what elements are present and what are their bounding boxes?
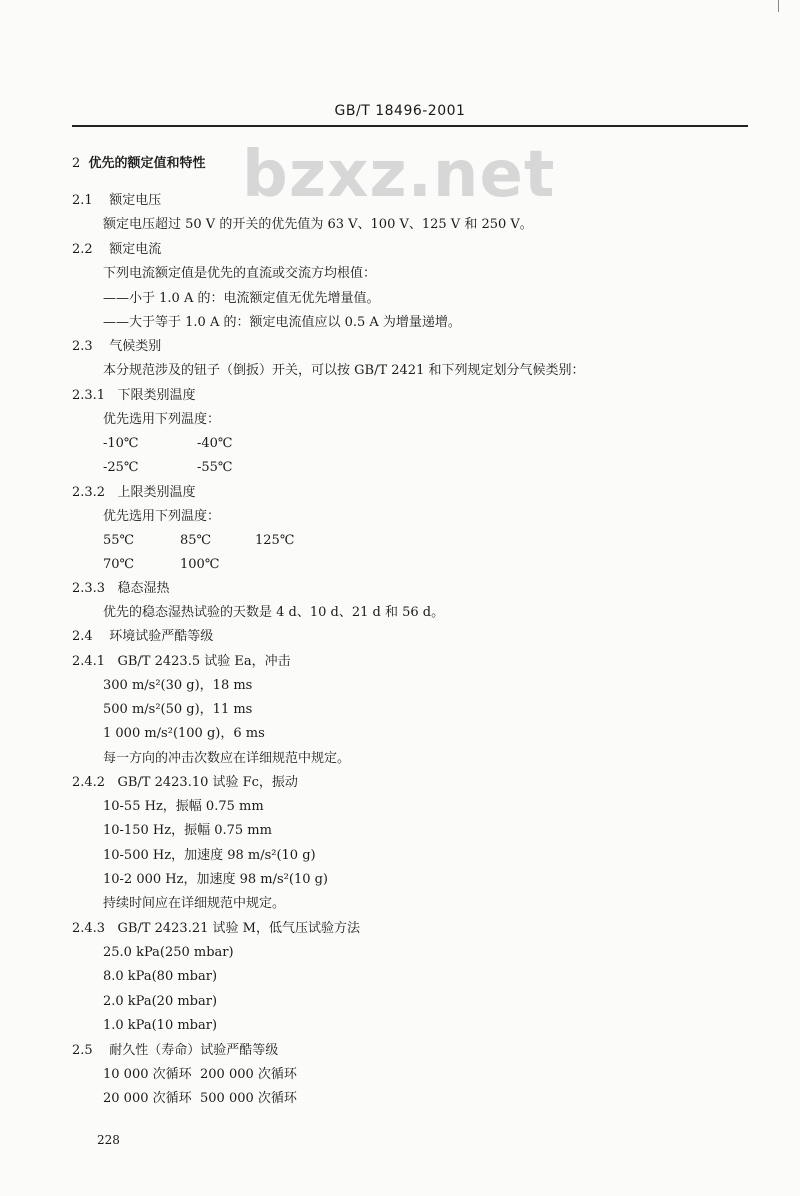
temperature-value: 55℃ bbox=[103, 533, 135, 548]
section-number: 2.3.3 bbox=[72, 581, 106, 596]
page-number: 228 bbox=[97, 1133, 120, 1147]
section-title: GB/T 2423.5 试验 Ea，冲击 bbox=[117, 654, 291, 669]
section-number: 2.2 bbox=[72, 242, 93, 257]
watermark: bzxz.net bbox=[242, 138, 556, 212]
section-number: 2.3.2 bbox=[72, 485, 106, 500]
section-number: 2 bbox=[72, 156, 81, 171]
section-number: 2.3 bbox=[72, 339, 93, 354]
temperature-value: -10℃ bbox=[103, 436, 139, 451]
section-2-4-3-heading bbox=[72, 920, 360, 938]
standard-header: GB/T 18496-2001 bbox=[334, 103, 466, 119]
section-title: 优先的额定值和特性 bbox=[88, 156, 206, 171]
cycle-count: 10 000 次循环 bbox=[103, 1067, 192, 1082]
section-number: 2.1 bbox=[72, 193, 93, 208]
section-number: 2.4.1 bbox=[72, 654, 106, 669]
severity-line: 1.0 kPa(10 mbar) bbox=[103, 1018, 218, 1033]
section-title: 耐久性（寿命）试验严酷等级 bbox=[109, 1043, 279, 1058]
section-title: 上限类别温度 bbox=[117, 485, 196, 500]
paragraph: 下列电流额定值是优先的直流或交流方均根值： bbox=[103, 266, 377, 281]
section-number: 2.4.3 bbox=[72, 921, 106, 936]
severity-line: 300 m/s²(30 g)，18 ms bbox=[103, 678, 253, 693]
section-number: 2.3.1 bbox=[72, 388, 106, 403]
list-item: ——小于 1.0 A 的：电流额定值无优先增量值。 bbox=[103, 291, 380, 306]
list-item: ——大于等于 1.0 A 的：额定电流值应以 0.5 A 为增量递增。 bbox=[103, 315, 461, 330]
section-2-3-3-heading bbox=[72, 580, 170, 598]
section-title: 环境试验严酷等级 bbox=[109, 629, 214, 644]
paragraph: 优先选用下列温度： bbox=[103, 412, 221, 427]
section-title: 下限类别温度 bbox=[117, 388, 196, 403]
section-2-heading bbox=[72, 155, 206, 173]
severity-line: 2.0 kPa(20 mbar) bbox=[103, 994, 218, 1009]
cycle-count: 200 000 次循环 bbox=[200, 1067, 297, 1082]
paragraph: 每一方向的冲击次数应在详细规范中规定。 bbox=[103, 751, 351, 766]
section-title: 气候类别 bbox=[109, 339, 162, 354]
section-number: 2.4 bbox=[72, 629, 93, 644]
paragraph: 本分规范涉及的钮子（倒扳）开关，可以按 GB/T 2421 和下列规定划分气候类别： bbox=[103, 363, 585, 378]
severity-line: 8.0 kPa(80 mbar) bbox=[103, 969, 218, 984]
scan-edge-mark bbox=[778, 0, 779, 12]
severity-line: 10-500 Hz，加速度 98 m/s²(10 g) bbox=[103, 848, 316, 863]
section-2-3-heading bbox=[72, 338, 161, 356]
severity-line: 10-55 Hz，振幅 0.75 mm bbox=[103, 799, 264, 814]
section-number: 2.5 bbox=[72, 1043, 93, 1058]
temperature-value: -40℃ bbox=[197, 436, 233, 451]
paragraph: 额定电压超过 50 V 的开关的优先值为 63 V、100 V、125 V 和 250 V。 bbox=[103, 217, 533, 232]
temperature-value: 70℃ bbox=[103, 557, 135, 572]
section-2-3-2-heading bbox=[72, 484, 196, 502]
paragraph: 优先选用下列温度： bbox=[103, 509, 221, 524]
cycle-count: 500 000 次循环 bbox=[200, 1091, 297, 1106]
temperature-value: 125℃ bbox=[255, 533, 295, 548]
section-2-3-1-heading bbox=[72, 387, 196, 405]
section-2-4-heading bbox=[72, 628, 213, 646]
paragraph: 优先的稳态湿热试验的天数是 4 d、10 d、21 d 和 56 d。 bbox=[103, 605, 445, 620]
section-2-1-heading bbox=[72, 192, 161, 210]
section-title: GB/T 2423.10 试验 Fc，振动 bbox=[117, 775, 298, 790]
temperature-value: -25℃ bbox=[103, 460, 139, 475]
section-2-5-heading bbox=[72, 1042, 278, 1060]
temperature-value: -55℃ bbox=[197, 460, 233, 475]
severity-line: 25.0 kPa(250 mbar) bbox=[103, 945, 234, 960]
severity-line: 10-150 Hz，振幅 0.75 mm bbox=[103, 823, 272, 838]
section-2-4-2-heading bbox=[72, 774, 298, 792]
severity-line: 10-2 000 Hz，加速度 98 m/s²(10 g) bbox=[103, 872, 329, 887]
section-title: 稳态湿热 bbox=[117, 581, 170, 596]
section-2-4-1-heading bbox=[72, 653, 291, 671]
section-title: GB/T 2423.21 试验 M，低气压试验方法 bbox=[117, 921, 360, 936]
section-2-2-heading bbox=[72, 241, 161, 259]
paragraph: 持续时间应在详细规范中规定。 bbox=[103, 896, 286, 911]
severity-line: 500 m/s²(50 g)，11 ms bbox=[103, 702, 253, 717]
temperature-value: 85℃ bbox=[180, 533, 212, 548]
section-title: 额定电压 bbox=[109, 193, 162, 208]
cycle-count: 20 000 次循环 bbox=[103, 1091, 192, 1106]
section-title: 额定电流 bbox=[109, 242, 162, 257]
section-number: 2.4.2 bbox=[72, 775, 106, 790]
temperature-value: 100℃ bbox=[180, 557, 220, 572]
severity-line: 1 000 m/s²(100 g)，6 ms bbox=[103, 726, 265, 741]
header-rule bbox=[72, 125, 748, 127]
